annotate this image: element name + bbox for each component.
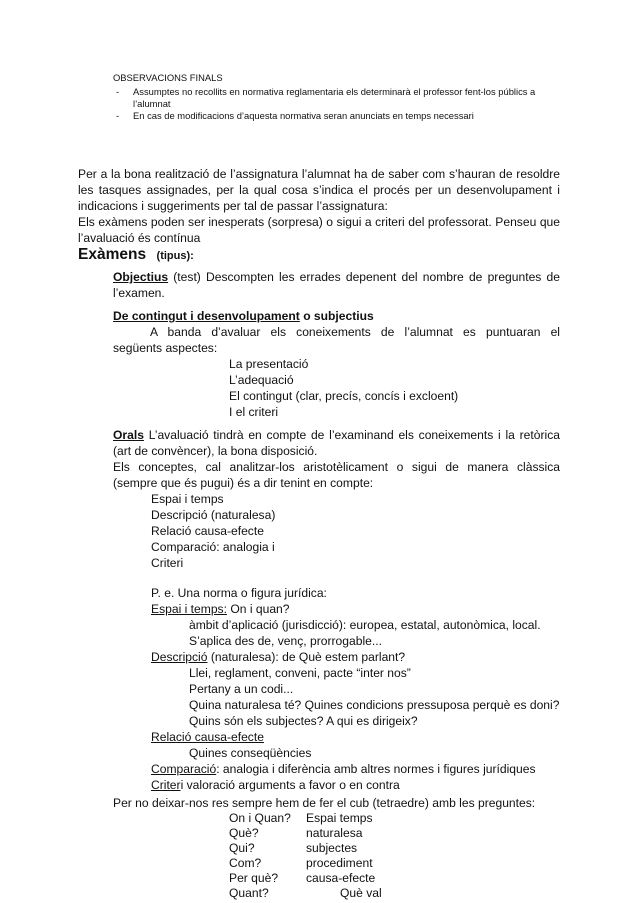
orals-concept: Espai i temps: [151, 492, 224, 506]
cub-answer: subjectes: [306, 841, 358, 855]
contingut-label-rest: o subjectius: [303, 309, 374, 323]
orals-concept: Descripció (naturalesa): [151, 508, 276, 522]
observacions-item-2: En cas de modificacions d’aquesta normativa seran anunciats en temps necessari: [133, 110, 474, 121]
example-descripcio-line: Llei, reglament, conveni, pacte “inter nos”: [189, 666, 411, 680]
intro-line: l’avaluació és contínua: [78, 231, 201, 245]
observacions-item-1-cont: l’alumnat: [133, 98, 171, 109]
intro-line: les tasques assignades, per la qual cosa s’indica el procés per un desenvolupament i: [78, 183, 560, 197]
objectius-label: Objectius: [113, 270, 169, 284]
orals-line-2: (art de convèncer), la bona disposició.: [113, 444, 318, 458]
example-descripcio: [151, 650, 405, 665]
orals-concept: Comparació: analogia i: [151, 540, 275, 554]
example-intro: P. e. Una norma o figura jurídica:: [151, 586, 327, 600]
contingut-aspect: La presentació: [229, 357, 309, 371]
orals-line: [113, 428, 560, 443]
cub-answer: causa-efecte: [306, 871, 376, 885]
objectius-line: [113, 270, 560, 285]
observacions-item-1: Assumptes no recollits en normativa reglamentaria els determinarà el professor fent-los públics a: [133, 86, 536, 97]
contingut-heading: [113, 309, 374, 324]
objectius-line-2: l’examen.: [113, 286, 165, 300]
espai-label: Espai i temps:: [151, 602, 227, 616]
espai-rest: On i quan?: [230, 602, 290, 616]
orals-line-4: (sempre que és pugui) és a dir tenint en compte:: [113, 476, 374, 490]
example-espai-line: S’aplica des de, venç, prorrogable...: [189, 634, 382, 648]
examens-colon: :: [190, 250, 194, 262]
comparacio-rest: : analogia i diferència amb altres normes i figures jurídiques: [216, 762, 536, 776]
contingut-aspect: I el criteri: [229, 405, 279, 419]
intro-line: Els exàmens poden ser inesperats (sorpresa) o sigui a criteri del professorat. Penseu que: [78, 215, 560, 229]
cub-answer: procediment: [306, 856, 373, 870]
relacio-label: Relació causa-efecte: [151, 730, 264, 744]
descripcio-rest: (naturalesa): de Què estem parlant?: [210, 650, 406, 664]
relacio-line: Quines conseqüències: [189, 746, 312, 760]
example-criteri: [151, 778, 400, 793]
orals-line-3: Els conceptes, cal analitzar-los aristotèlicament o sigui de manera clàssica: [113, 460, 560, 474]
cub-question: Qui?: [229, 841, 255, 855]
observacions-title: OBSERVACIONS FINALS: [113, 72, 223, 83]
intro-line: indicacions i suggeriments per tal de passar l’assignatura:: [78, 199, 388, 213]
cub-question: Com?: [229, 856, 262, 870]
cub-answer: Espai temps: [306, 811, 373, 825]
contingut-line-2: següents aspectes:: [113, 341, 218, 355]
examens-subtitle: (tipus): [156, 250, 191, 262]
comparacio-label: Comparació: [151, 762, 217, 776]
example-descripcio-line: Pertany a un codi...: [189, 682, 294, 696]
orals-concept: Relació causa-efecte: [151, 524, 264, 538]
contingut-aspect: El contingut (clar, precís, concís i excloent): [229, 389, 459, 403]
bullet-dash: -: [116, 110, 120, 121]
cub-question: Què?: [229, 826, 259, 840]
cub-answer: naturalesa: [306, 826, 363, 840]
intro-line: Per a la bona realització de l’assignatura l’alumnat ha de saber com s’hauran de resoldre: [78, 167, 560, 181]
examens-title: Exàmens: [78, 246, 147, 263]
cub-answer: Què val: [340, 886, 382, 900]
bullet-dash: -: [116, 86, 120, 97]
descripcio-label: Descripció: [151, 650, 208, 664]
orals-concept: Criteri: [151, 556, 184, 570]
example-comparacio: [151, 762, 536, 777]
example-espai: [151, 602, 290, 617]
cub-question: Quant?: [229, 886, 269, 900]
example-espai-line: àmbit d’aplicació (jurisdicció): europea, estatal, autonòmica, local.: [189, 618, 541, 632]
orals-label: Orals: [113, 428, 144, 442]
contingut-line: A banda d’avaluar els coneixements de l’alumnat es puntuaran el: [150, 325, 560, 339]
example-descripcio-line: Quins són els subjectes? A qui es dirigeix?: [189, 714, 418, 728]
criteri-label: Criter: [151, 778, 181, 792]
contingut-label: De contingut i desenvolupament: [113, 309, 300, 323]
contingut-aspect: L’adequació: [229, 373, 294, 387]
criteri-rest: i valoració arguments a favor o en contra: [180, 778, 400, 792]
objectius-text: (test) Descompten les errades depenent del nombre de preguntes de: [173, 270, 560, 284]
orals-text: L’avaluació tindrà en compte de l’examinand els coneixements i la retòrica: [148, 428, 560, 442]
cub-intro: Per no deixar-nos res sempre hem de fer el cub (tetraedre) amb les preguntes:: [113, 796, 536, 810]
example-descripcio-line: Quina naturalesa té? Quines condicions pressuposa perquè es doni?: [189, 698, 560, 712]
examens-heading: [78, 246, 194, 264]
cub-question: On i Quan?: [229, 811, 291, 825]
cub-question: Per què?: [229, 871, 279, 885]
